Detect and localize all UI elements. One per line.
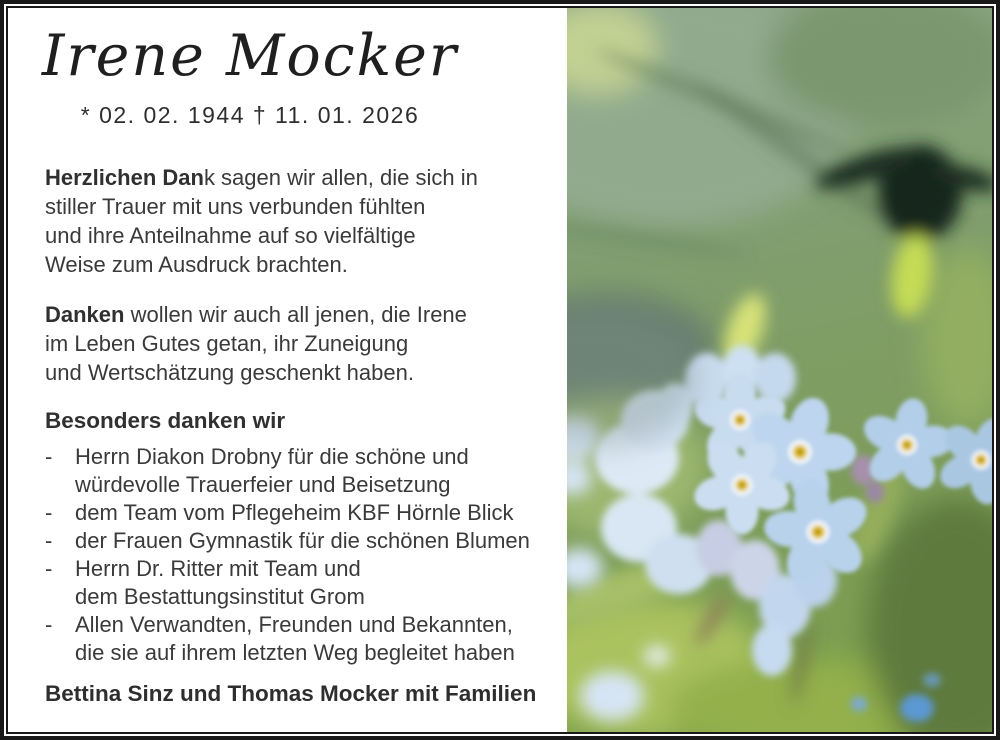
list-dash: - [45, 556, 53, 581]
gratitude-paragraph [45, 300, 467, 387]
paragraph-line: und Wertschätzung geschenkt haben. [45, 360, 414, 385]
list-item-continuation [45, 639, 530, 667]
list-item-text: der Frauen Gymnastik für die schönen Blumen [75, 528, 530, 553]
list-item-continuation [45, 583, 530, 611]
life-dates: * 02. 02. 1944 † 11. 01. 2026 [80, 102, 420, 128]
list-dash: - [45, 612, 53, 637]
list-item-text: würdevolle Trauerfeier und Beisetzung [75, 472, 451, 497]
list-item [45, 443, 530, 471]
list-item-text: Allen Verwandten, Freunden und Bekannten, [75, 612, 513, 637]
list-dash: - [45, 528, 53, 553]
list-item-text: dem Bestattungsinstitut Grom [75, 584, 365, 609]
bold-lead: Danken [45, 302, 125, 327]
paragraph-line: stiller Trauer mit uns verbunden fühlten [45, 194, 426, 219]
paragraph-line: im Leben Gutes getan, ihr Zuneigung [45, 331, 409, 356]
deceased-name: Irene Mocker [41, 23, 459, 89]
list-item-continuation [45, 471, 530, 499]
list-dash: - [45, 444, 53, 469]
list-item [45, 555, 530, 583]
forget-me-not-photo-illustration [567, 8, 992, 732]
family-signature: Bettina Sinz und Thomas Mocker mit Familien [45, 681, 537, 706]
list-item-text: Herrn Diakon Drobny für die schöne und [75, 444, 469, 469]
special-thanks-heading: Besonders danken wir [45, 408, 286, 433]
special-thanks-list [45, 443, 530, 667]
bold-lead: Herzlichen Dan [45, 165, 204, 190]
thanks-paragraph [45, 163, 478, 279]
paragraph-line: Weise zum Ausdruck brachten. [45, 252, 348, 277]
paragraph-line [45, 300, 467, 329]
list-item-text: Herrn Dr. Ritter mit Team und [75, 556, 361, 581]
list-item-text: dem Team vom Pflegeheim KBF Hörnle Blick [75, 500, 514, 525]
memorial-photo [567, 8, 992, 732]
list-item-text: die sie auf ihrem letzten Weg begleitet haben [75, 640, 515, 665]
paragraph-line [45, 163, 478, 192]
list-dash: - [45, 500, 53, 525]
paragraph-line: und ihre Anteilnahme auf so vielfältige [45, 223, 416, 248]
line-rest: k sagen wir allen, die sich in [203, 165, 478, 190]
list-item [45, 527, 530, 555]
list-item [45, 611, 530, 639]
line-rest: wollen wir auch all jenen, die Irene [124, 302, 467, 327]
list-item [45, 499, 530, 527]
